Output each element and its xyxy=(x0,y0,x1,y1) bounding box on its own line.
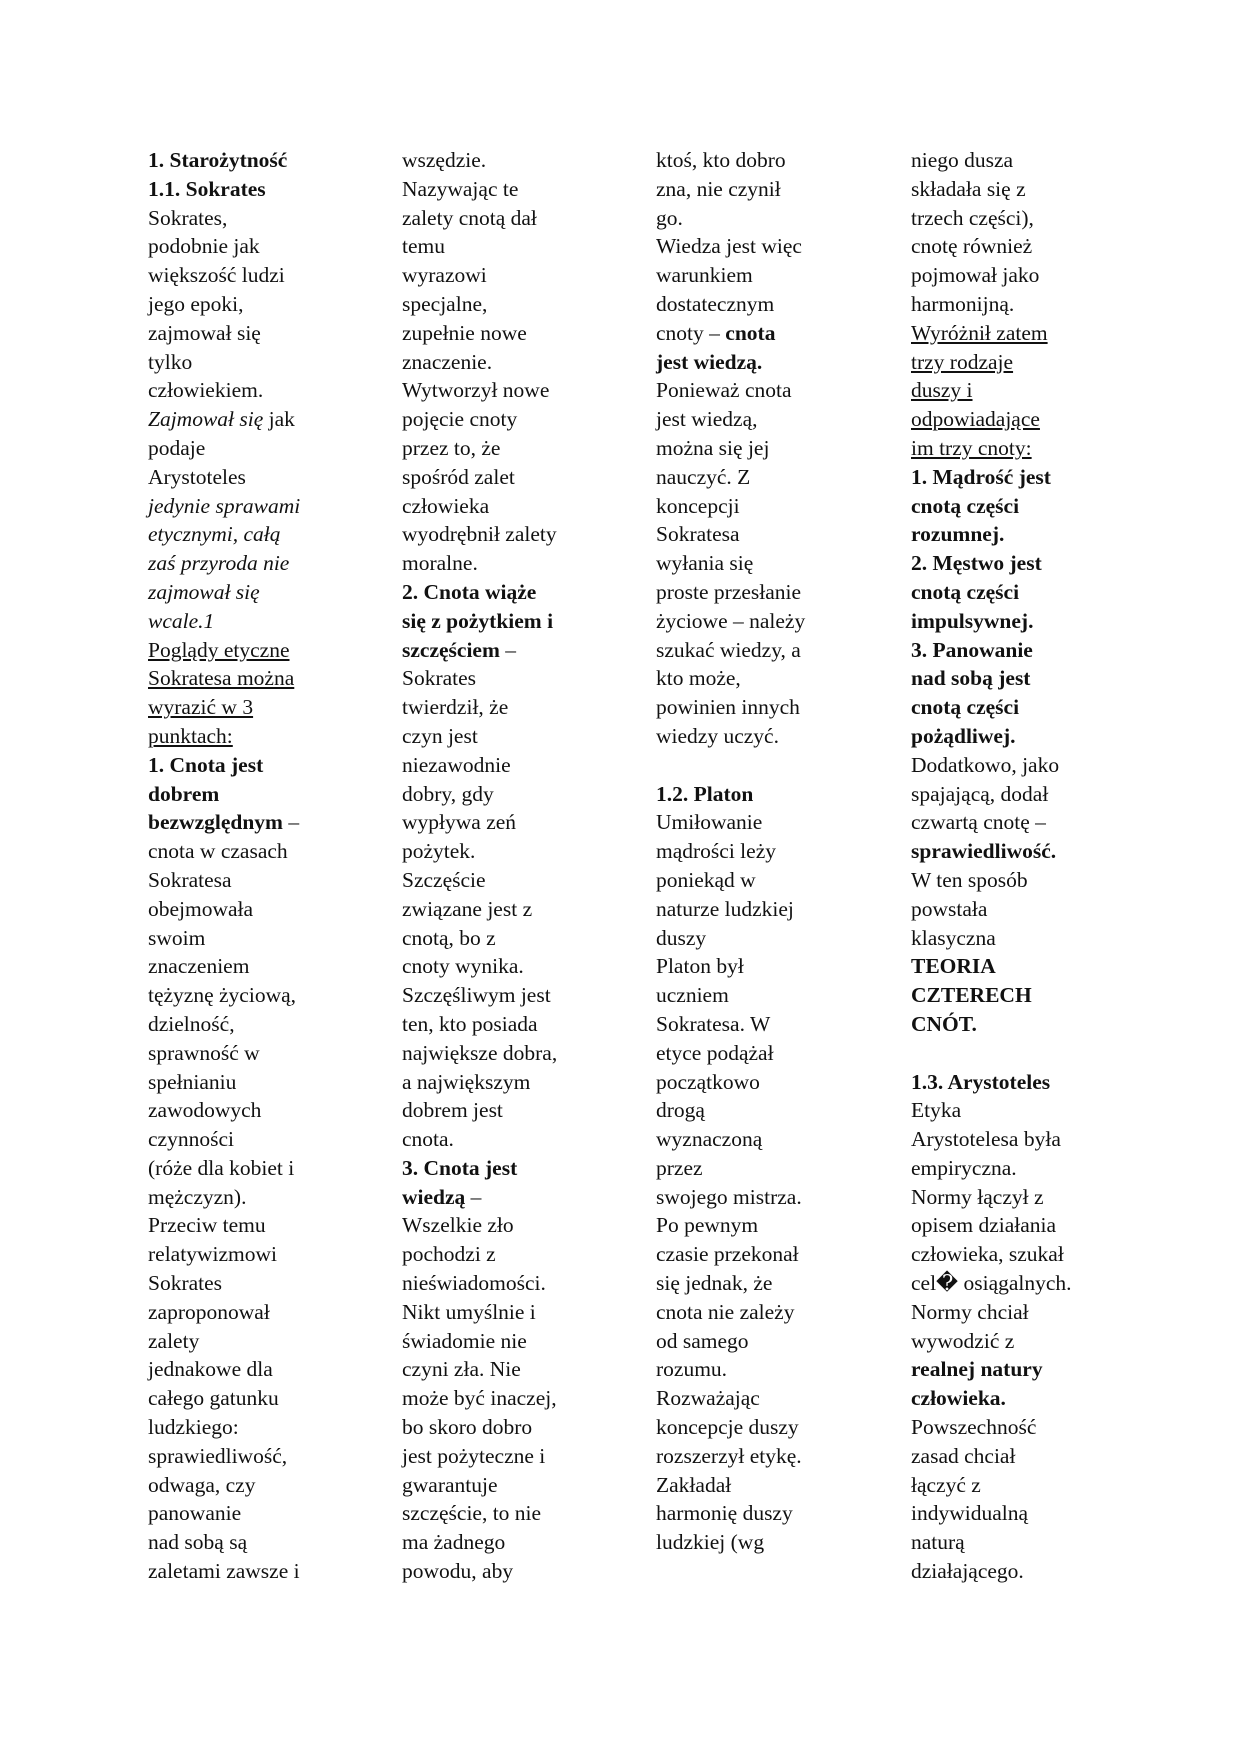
blank-line xyxy=(656,751,861,780)
text-line: cnotą, bo z xyxy=(402,925,496,950)
bold-fragment: cnota xyxy=(725,320,776,345)
text-line: uczniem xyxy=(656,983,729,1008)
bold-fragment: wiedzą xyxy=(402,1184,466,1209)
text-line: cnota w czasach xyxy=(148,839,288,864)
text-column-1 xyxy=(148,146,353,1586)
bold-line: 2. Cnota wiąże xyxy=(402,579,537,604)
text-line: pożytek. xyxy=(402,839,476,864)
text-line: całego gatunku xyxy=(148,1386,279,1411)
text-line: obejmowała xyxy=(148,896,254,921)
text-line: Powszechność xyxy=(911,1415,1037,1440)
text-line: Sokrates xyxy=(148,1271,223,1296)
text-line: świadomie nie xyxy=(402,1328,527,1353)
bold-line: CNÓT. xyxy=(911,1011,977,1036)
text-line: wyłania się xyxy=(656,551,754,576)
text-line: człowieka, szukał xyxy=(911,1242,1064,1267)
text-line: czyn jest xyxy=(402,723,478,748)
text-line: zaproponował xyxy=(148,1299,270,1324)
text-line: jest pożyteczne i xyxy=(402,1443,546,1468)
text-line: specjalne, xyxy=(402,291,488,316)
text-line: przez xyxy=(656,1155,703,1180)
text-line: się jednak, że xyxy=(656,1271,773,1296)
text-line: Ponieważ cnota xyxy=(656,378,792,403)
text-line: Po pewnym xyxy=(656,1213,759,1238)
text-line: gwarantuje xyxy=(402,1472,498,1497)
bold-line: 3. Cnota jest xyxy=(402,1155,518,1180)
text-line: dostatecznym xyxy=(656,291,775,316)
text-line: mądrości leży xyxy=(656,839,776,864)
text-line: Normy łączył z xyxy=(911,1184,1044,1209)
text-line: klasyczna xyxy=(911,925,996,950)
heading-sokrates: 1.1. Sokrates xyxy=(148,176,266,201)
text-line: największe dobra, xyxy=(402,1040,558,1065)
text-line: odwaga, czy xyxy=(148,1472,256,1497)
text-line: wiedzy uczyć. xyxy=(656,723,779,748)
text-line: warunkiem xyxy=(656,263,753,288)
text-line: Szczęście xyxy=(402,867,486,892)
text-line: opisem działania xyxy=(911,1213,1057,1238)
bold-line: się z pożytkiem i xyxy=(402,608,554,633)
text-line: Normy chciał xyxy=(911,1299,1029,1324)
text-line xyxy=(402,1183,607,1212)
text-line: etyce podążał xyxy=(656,1040,774,1065)
text-line: wyodrębnił zalety xyxy=(402,522,557,547)
text-line: harmonijną. xyxy=(911,291,1015,316)
text-fragment: – xyxy=(282,810,300,835)
text-line: Etyka xyxy=(911,1098,962,1123)
text-fragment: – xyxy=(499,637,516,662)
text-line: dzielność, xyxy=(148,1011,235,1036)
blank-line xyxy=(911,1039,1116,1068)
quote-line: jedynie sprawami xyxy=(148,493,301,518)
text-line: zalety xyxy=(148,1328,200,1353)
bold-fragment: bezwzględnym xyxy=(148,810,283,835)
text-line: mężczyzn). xyxy=(148,1184,247,1209)
bold-line: 2. Męstwo jest xyxy=(911,551,1042,576)
text-line: nad sobą są xyxy=(148,1530,248,1555)
text-line: duszy xyxy=(656,925,707,950)
bold-line: sprawiedliwość. xyxy=(911,839,1057,864)
text-line: wyrazowi xyxy=(402,263,487,288)
text-line: Rozważając xyxy=(656,1386,760,1411)
text-line: Wytworzył nowe xyxy=(402,378,550,403)
text-line xyxy=(148,808,353,837)
text-line: spośród zalet xyxy=(402,464,515,489)
text-line: ma żadnego xyxy=(402,1530,506,1555)
quote-line: wcale.1 xyxy=(148,608,215,633)
text-line: podaje xyxy=(148,435,206,460)
text-line: Platon był xyxy=(656,954,744,979)
bold-line: impulsywnej. xyxy=(911,608,1034,633)
bold-line: cnotą części xyxy=(911,493,1020,518)
text-line: zajmował się xyxy=(148,320,261,345)
text-line: rozumu. xyxy=(656,1357,728,1382)
text-line: trzech części), xyxy=(911,205,1034,230)
text-line: życiowe – należy xyxy=(656,608,806,633)
text-line: znaczenie. xyxy=(402,349,493,374)
text-line: drogą xyxy=(656,1098,705,1123)
text-line: harmonię duszy xyxy=(656,1501,793,1526)
text-line: indywidualną xyxy=(911,1501,1029,1526)
text-line: Zakładał xyxy=(656,1472,732,1497)
text-line: rozszerzył etykę. xyxy=(656,1443,802,1468)
text-line: zasad chciał xyxy=(911,1443,1016,1468)
bold-line: nad sobą jest xyxy=(911,666,1031,691)
text-fragment: cnoty – xyxy=(656,320,726,345)
underlined-line: duszy i xyxy=(911,378,973,403)
text-line: powinien innych xyxy=(656,695,800,720)
text-line: sprawność w xyxy=(148,1040,260,1065)
text-line: proste przesłanie xyxy=(656,579,802,604)
text-line: kto może, xyxy=(656,666,741,691)
bold-line: człowieka. xyxy=(911,1386,1006,1411)
text-line: wypływa zeń xyxy=(402,810,517,835)
bold-line: 1. Cnota jest xyxy=(148,752,264,777)
text-line: temu xyxy=(402,234,445,259)
text-line: Szczęśliwym jest xyxy=(402,983,551,1008)
text-fragment: jak xyxy=(263,407,295,432)
text-line: większość ludzi xyxy=(148,263,285,288)
text-line: Sokratesa xyxy=(656,522,740,547)
text-line: zawodowych xyxy=(148,1098,262,1123)
text-column-3 xyxy=(656,146,861,1557)
text-line: Sokrates xyxy=(402,666,477,691)
text-line xyxy=(656,319,861,348)
text-line: dobry, gdy xyxy=(402,781,494,806)
italic-fragment: Zajmował się xyxy=(148,407,264,432)
text-line: powodu, aby xyxy=(402,1559,514,1584)
text-line: Wszelkie zło xyxy=(402,1213,514,1238)
text-line: Dodatkowo, jako xyxy=(911,752,1060,777)
text-line: a największym xyxy=(402,1069,531,1094)
underlined-line: trzy rodzaje xyxy=(911,349,1014,374)
text-line: koncepcje duszy xyxy=(656,1415,799,1440)
text-line: cnotę również xyxy=(911,234,1033,259)
text-line: podobnie jak xyxy=(148,234,260,259)
text-line: wszędzie. xyxy=(402,148,487,172)
bold-line: TEORIA xyxy=(911,954,996,979)
text-line: znaczeniem xyxy=(148,954,250,979)
text-line: niego dusza xyxy=(911,148,1014,172)
text-line: Wiedza jest więc xyxy=(656,234,802,259)
text-line: Umiłowanie xyxy=(656,810,763,835)
text-line: tylko xyxy=(148,349,193,374)
text-line: niezawodnie xyxy=(402,752,511,777)
text-line: poniekąd w xyxy=(656,867,756,892)
text-line: nieświadomości. xyxy=(402,1271,546,1296)
text-line: czynności xyxy=(148,1127,234,1152)
bold-line: cnotą części xyxy=(911,579,1020,604)
underlined-line: Poglądy etyczne xyxy=(148,637,290,662)
text-line: empiryczna. xyxy=(911,1155,1017,1180)
text-line: związane jest z xyxy=(402,896,533,921)
text-line: cnota. xyxy=(402,1127,454,1152)
text-line: naturze ludzkiej xyxy=(656,896,794,921)
text-line: łączyć z xyxy=(911,1472,981,1497)
text-line: cnoty wynika. xyxy=(402,954,524,979)
quote-line: etycznymi, całą xyxy=(148,522,281,547)
text-line: zupełnie nowe xyxy=(402,320,527,345)
text-line: spełnianiu xyxy=(148,1069,237,1094)
text-fragment: – xyxy=(465,1184,482,1209)
bold-line: CZTERECH xyxy=(911,983,1032,1008)
text-line: Arystotelesa była xyxy=(911,1127,1061,1152)
bold-line: rozumnej. xyxy=(911,522,1005,547)
text-line: od samego xyxy=(656,1328,749,1353)
text-line: bo skoro dobro xyxy=(402,1415,533,1440)
text-line: pochodzi z xyxy=(402,1242,496,1267)
text-line: dobrem jest xyxy=(402,1098,503,1123)
text-line: szukać wiedzy, a xyxy=(656,637,801,662)
heading-platon: 1.2. Platon xyxy=(656,781,754,806)
text-line: swoim xyxy=(148,925,206,950)
text-line: może być inaczej, xyxy=(402,1386,557,1411)
quote-line: zajmował się xyxy=(148,579,260,604)
text-line: zna, nie czynił xyxy=(656,176,781,201)
bold-line: pożądliwej. xyxy=(911,723,1016,748)
text-line: koncepcji xyxy=(656,493,740,518)
text-line: Sokratesa xyxy=(148,867,232,892)
text-line: ludzkiego: xyxy=(148,1415,239,1440)
text-line: go. xyxy=(656,205,683,230)
text-line: człowieka xyxy=(402,493,490,518)
text-line: (róże dla kobiet i xyxy=(148,1155,295,1180)
heading-starozytnosc: 1. Starożytność xyxy=(148,148,288,172)
text-line: swojego mistrza. xyxy=(656,1184,802,1209)
text-line: spajającą, dodał xyxy=(911,781,1049,806)
text-line: sprawiedliwość, xyxy=(148,1443,288,1468)
text-line: tężyznę życiową, xyxy=(148,983,297,1008)
text-line: twierdził, że xyxy=(402,695,509,720)
text-line: powstała xyxy=(911,896,988,921)
text-line: przez to, że xyxy=(402,435,501,460)
text-line: Przeciw temu xyxy=(148,1213,266,1238)
text-line: moralne. xyxy=(402,551,478,576)
text-line: ktoś, kto dobro xyxy=(656,148,786,172)
text-line: czwartą cnotę – xyxy=(911,810,1046,835)
text-line: Arystoteles xyxy=(148,464,246,489)
underlined-line: Sokratesa można xyxy=(148,666,295,691)
underlined-line: Wyróżnił zatem xyxy=(911,320,1048,345)
text-column-2 xyxy=(402,146,607,1586)
bold-line: 3. Panowanie xyxy=(911,637,1033,662)
underlined-line: im trzy cnoty: xyxy=(911,435,1032,460)
text-line: można się jej xyxy=(656,435,770,460)
text-line: Sokrates, xyxy=(148,205,228,230)
text-line: działającego. xyxy=(911,1559,1024,1584)
underlined-line: punktach: xyxy=(148,723,233,748)
bold-line: jest wiedzą. xyxy=(656,349,763,374)
text-column-4 xyxy=(911,146,1116,1586)
text-line: W ten sposób xyxy=(911,867,1028,892)
text-line: człowiekiem. xyxy=(148,378,264,403)
bold-line: cnotą części xyxy=(911,695,1020,720)
text-line: Sokratesa. W xyxy=(656,1011,771,1036)
text-line: składała się z xyxy=(911,176,1026,201)
text-line: naturą xyxy=(911,1530,965,1555)
text-line: Nikt umyślnie i xyxy=(402,1299,536,1324)
bold-line: 1. Mądrość jest xyxy=(911,464,1051,489)
text-line xyxy=(402,636,607,665)
quote-line: zaś przyroda nie xyxy=(148,551,290,576)
text-line: Nazywając te xyxy=(402,176,519,201)
heading-arystoteles: 1.3. Arystoteles xyxy=(911,1069,1051,1094)
text-line: panowanie xyxy=(148,1501,242,1526)
text-line: cnota nie zależy xyxy=(656,1299,795,1324)
text-line: ten, kto posiada xyxy=(402,1011,538,1036)
text-line: cel� osiągalnych. xyxy=(911,1271,1072,1296)
underlined-line: wyrazić w 3 xyxy=(148,695,254,720)
text-line: pojmował jako xyxy=(911,263,1040,288)
text-line: wywodzić z xyxy=(911,1328,1015,1353)
underlined-line: odpowiadające xyxy=(911,407,1040,432)
text-line: jednakowe dla xyxy=(148,1357,273,1382)
text-line: szczęście, to nie xyxy=(402,1501,542,1526)
text-line: pojęcie cnoty xyxy=(402,407,518,432)
text-line xyxy=(148,405,353,434)
text-line: jest wiedzą, xyxy=(656,407,758,432)
text-line: wyznaczoną xyxy=(656,1127,763,1152)
text-line: czyni zła. Nie xyxy=(402,1357,521,1382)
bold-line: realnej natury xyxy=(911,1357,1043,1382)
text-line: czasie przekonał xyxy=(656,1242,799,1267)
text-line: nauczyć. Z xyxy=(656,464,751,489)
text-line: zaletami zawsze i xyxy=(148,1559,300,1584)
text-line: zalety cnotą dał xyxy=(402,205,537,230)
text-line: relatywizmowi xyxy=(148,1242,277,1267)
text-line: początkowo xyxy=(656,1069,760,1094)
bold-line: dobrem xyxy=(148,781,220,806)
text-line: jego epoki, xyxy=(148,291,244,316)
text-line: ludzkiej (wg xyxy=(656,1530,765,1555)
bold-fragment: szczęściem xyxy=(402,637,500,662)
